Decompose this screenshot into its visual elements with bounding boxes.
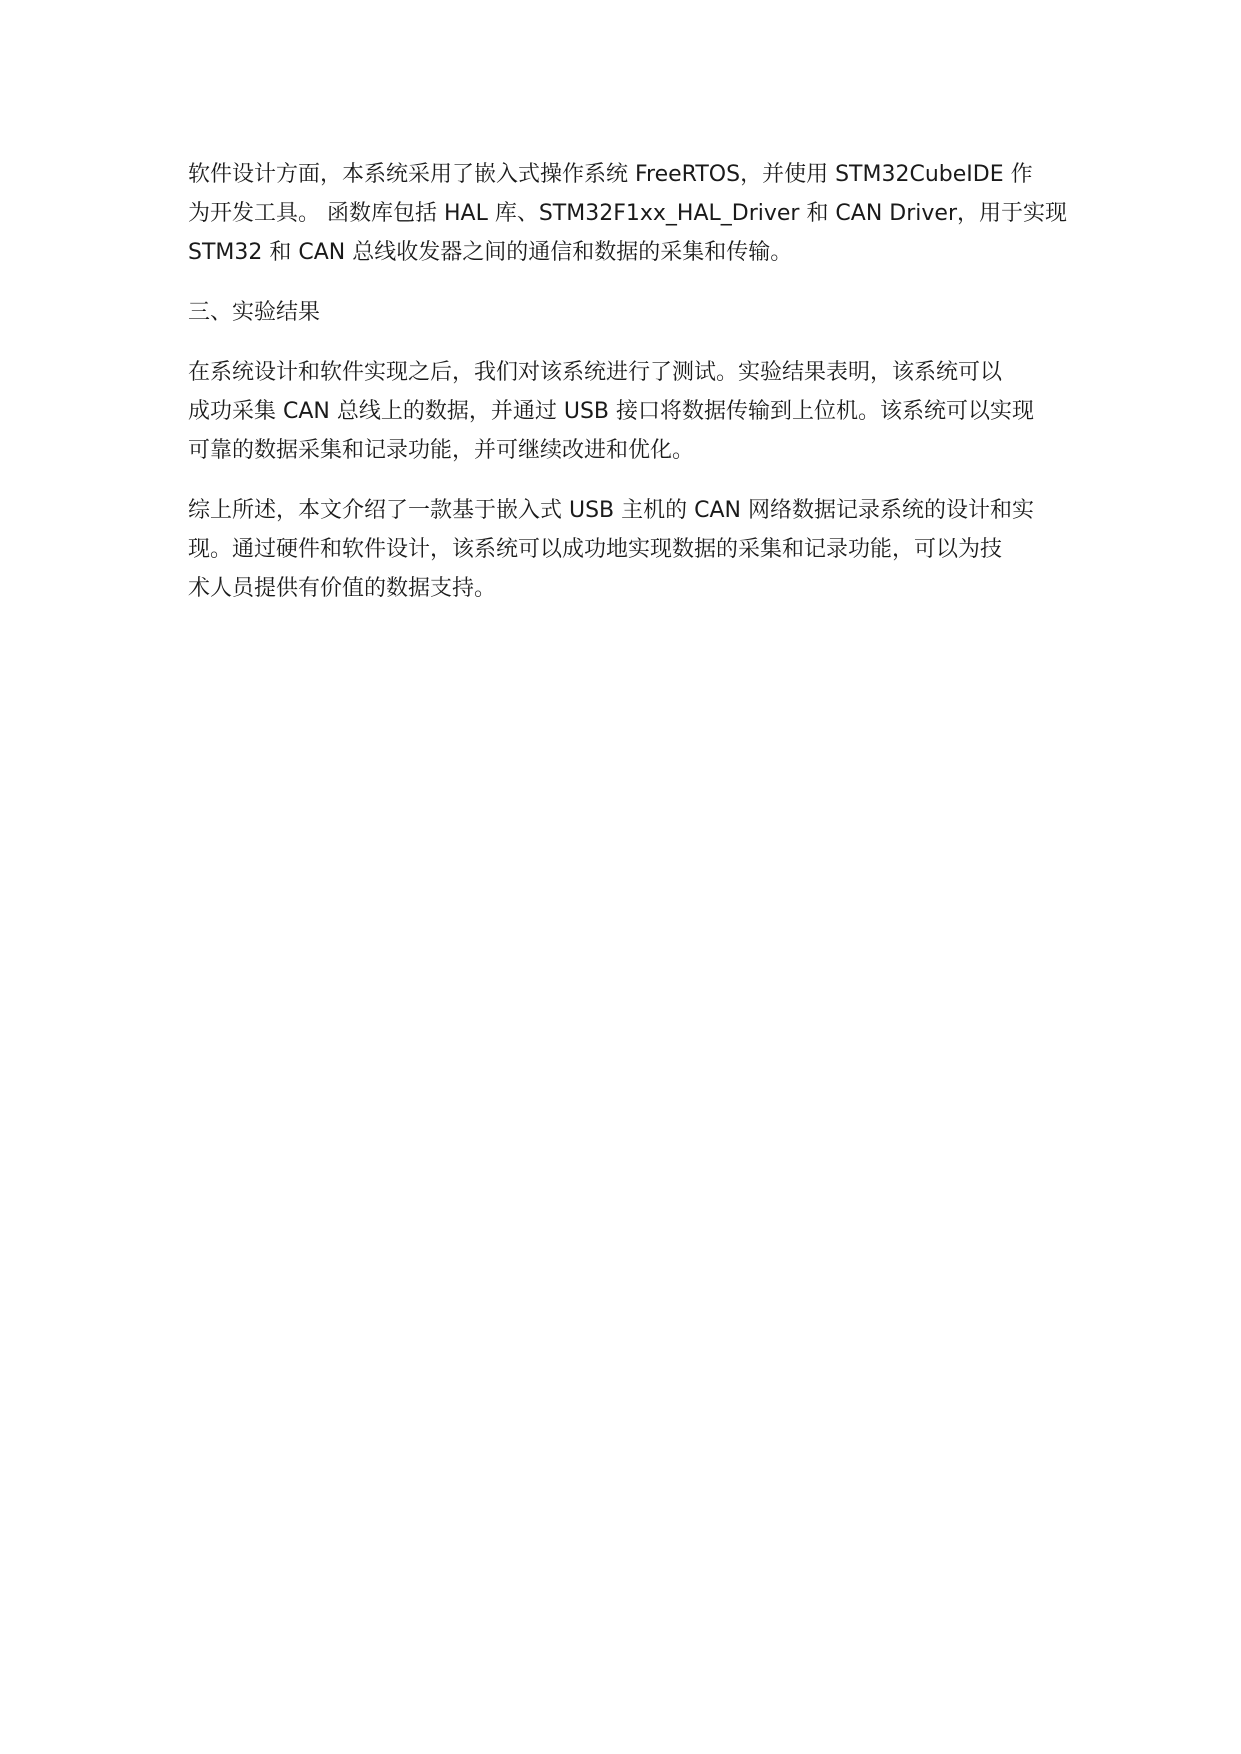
paragraph-experiment-results bbox=[188, 353, 1058, 470]
section-heading-text: 三、实验结果 bbox=[188, 300, 321, 325]
section-heading-experiment-results bbox=[188, 293, 1058, 332]
text-line: 在系统设计和软件实现之后，我们对该系统进行了测试。实验结果表明，该系统可以 bbox=[188, 360, 1003, 385]
paragraph-software-design bbox=[188, 155, 1067, 272]
text-line: 为开发工具。 函数库包括 HAL 库、STM32F1xx_HAL_Driver 和 CAN Driver，用于实现 bbox=[188, 201, 1067, 226]
text-line: 综上所述，本文介绍了一款基于嵌入式 USB 主机的 CAN 网络数据记录系统的设计和实 bbox=[188, 498, 1035, 523]
document-body bbox=[188, 155, 1067, 629]
text-line: 可靠的数据采集和记录功能，并可继续改进和优化。 bbox=[188, 438, 695, 463]
text-line: STM32 和 CAN 总线收发器之间的通信和数据的采集和传输。 bbox=[188, 240, 793, 265]
text-line: 软件设计方面，本系统采用了嵌入式操作系统 FreeRTOS，并使用 STM32CubeIDE 作 bbox=[188, 162, 1033, 187]
text-line: 成功采集 CAN 总线上的数据，并通过 USB 接口将数据传输到上位机。该系统可以实现 bbox=[188, 399, 1035, 424]
paragraph-conclusion bbox=[188, 491, 1058, 608]
text-line: 现。通过硬件和软件设计，该系统可以成功地实现数据的采集和记录功能，可以为技 bbox=[188, 537, 1003, 562]
text-line: 术人员提供有价值的数据支持。 bbox=[188, 576, 497, 601]
